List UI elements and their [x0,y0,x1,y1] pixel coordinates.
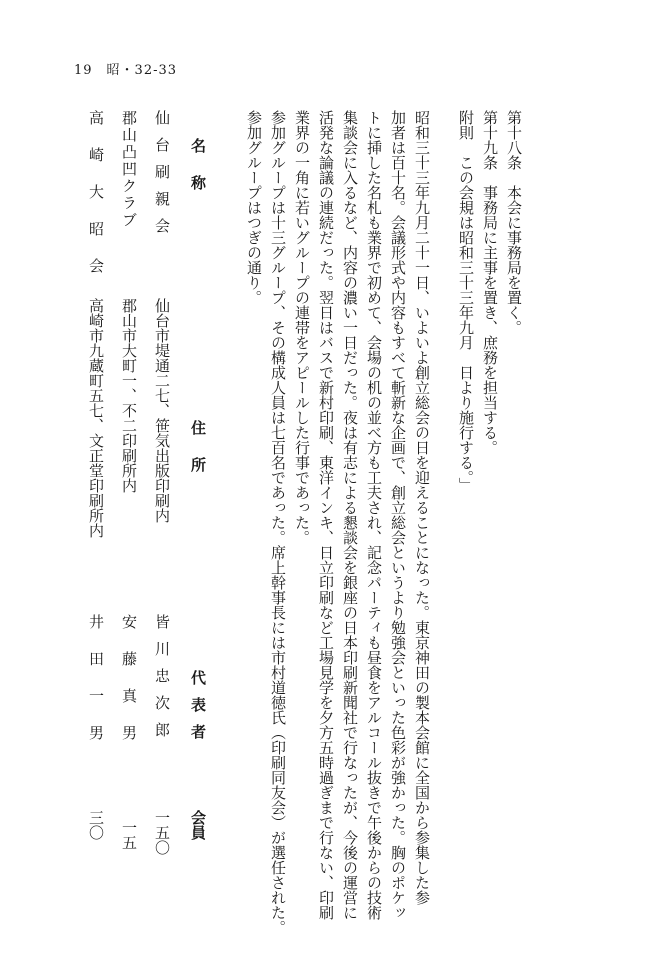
body-line: 昭和三十三年九月二十一日、いよいよ創立総会の日を迎えることになった。東京神田の製本会館に全国から参集した参 [413,110,431,905]
table-row-representative: 皆川忠次郎 [153,614,171,749]
header-members: 会員 [189,810,207,840]
table-row-representative: 安藤真男 [120,614,138,762]
table-row-name: 高崎大昭会 [87,110,105,295]
body-line: トに挿した名札も業界で初めて、会場の机の並べ方も工夫され、記念パーティも昼食をアルコール抜きで午後からの技術 [365,110,383,920]
header-address: 住所 [189,420,207,494]
body-line: 活発な論議の連続だった。翌日はバスで新村印刷、東洋インキ、日立印刷など工場見学を夕方五時過ぎまで行ない、印刷 [317,110,335,920]
table-row-representative: 井田一男 [87,614,105,762]
table-row-address: 仙台市堤通二七、笹気出版印刷内 [153,298,171,523]
table-row-members: 三〇 [87,810,105,840]
body-line: 加者は百十名。会議形式や内容もすべて斬新な企画で、創立総会というより勉強会といった色彩が強かった。胸のポケッ [389,110,407,920]
table-row-address: 郡山市大町一、不二印刷所内 [120,298,138,493]
table-row-members: 一五〇 [153,810,171,855]
rule-line: 第十九条 事務局に主事を置き、庶務を担当する。 [481,110,499,455]
table-row-members: 一五 [120,820,138,850]
header-name: 名称 [189,138,207,212]
page-folio: 19 昭・32-33 [74,63,178,78]
table-row-address: 高崎市九蔵町五七、文正堂印刷所内 [87,298,105,538]
header-representative: 代表者 [189,670,207,751]
rule-line: 附則 この会規は昭和三十三年九月 日より施行する。」 [457,110,475,493]
body-line: 参加グループはつぎの通り。 [245,110,263,305]
rule-line: 第十八条 本会に事務局を置く。 [505,110,523,335]
table-row-name: 郡山凸凹クラブ [120,110,138,229]
body-line: 集談会に入るなど、内容の濃い一日だった。夜は有志による懇談会を銀座の日本印刷新聞社で行なったが、今後の運営に [341,110,359,920]
body-line: 参加グループは十三グループ、その構成人員は七百名であった。席上幹事長には市村道徳氏（印刷同友会）が選任された。 [269,110,287,935]
body-line: 業界の一角に若いグループの連帯をアピールした行事であった。 [293,110,311,545]
table-row-name: 仙台刷親会 [153,110,171,245]
